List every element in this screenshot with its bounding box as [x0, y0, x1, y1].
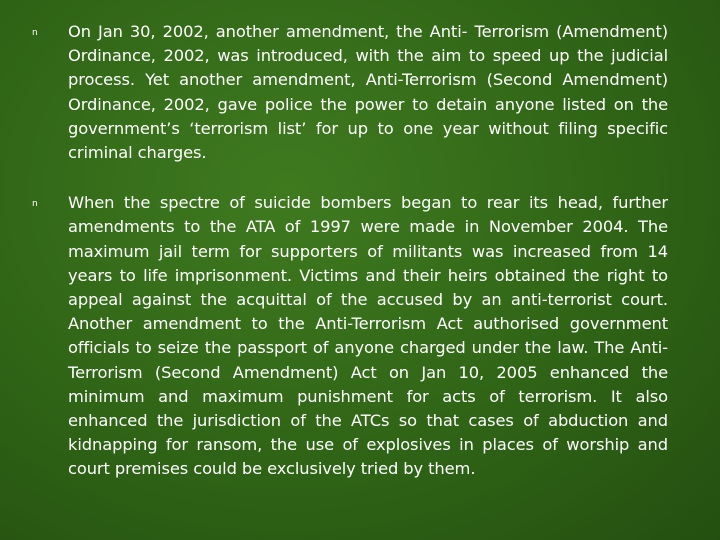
bullet-item-2	[32, 191, 668, 481]
square-bullet-icon: n	[32, 28, 38, 38]
bullet-item-1	[32, 20, 668, 165]
bullet-text-1: On Jan 30, 2002, another amendment, the Anti- Terrorism (Amendment) Ordinance, 2002, was introduced, with the aim to speed up the judicial process. Yet another amendment, Anti-Terrorism (Second Amendment) Ordinance, 2002, gave police the power to detain anyone listed on the government’s ‘terrorism list’ for up to one year without filing specific criminal charges.	[68, 22, 668, 163]
square-bullet-icon: n	[32, 199, 38, 210]
bullet-text-2: When the spectre of suicide bombers began to rear its head, further amendments to the ATA of 1997 were made in November 2004. The maximum jail term for supporters of militants was increased from 14 years to life imprisonment. Victims and their heirs obtained the right to appeal against the acquittal of the accused by an anti-terrorist court. Another amendment to the Anti-Terrorism Act authorised government officials to seize the passport of anyone charged under the law. The Anti-Terrorism (Second Amendment) Act on Jan 10, 2005 enhanced the minimum and maximum punishment for acts of terrorism. It also enhanced the jurisdiction of the ATCs so that cases of abduction and kidnapping for ransom, the use of explosives in places of worship and court premises could be exclusively tried by them.	[68, 193, 668, 479]
bullet-list	[32, 20, 668, 482]
